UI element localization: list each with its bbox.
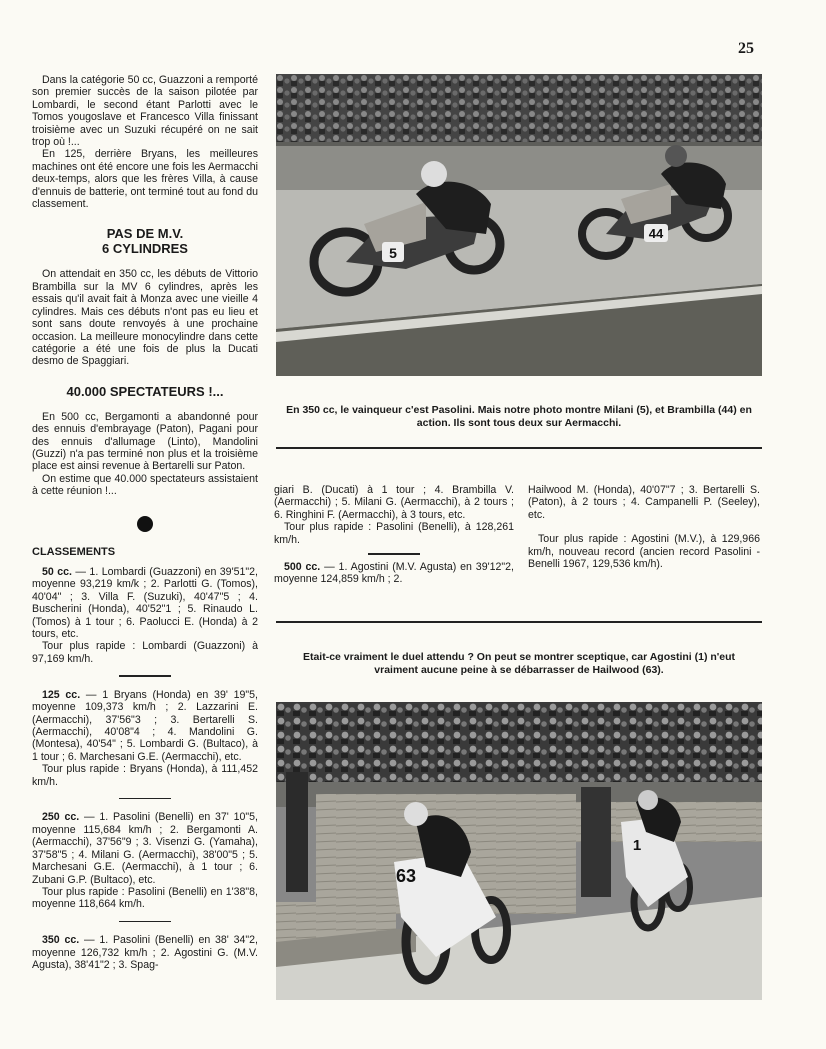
- heading-line: 6 CYLINDRES: [102, 241, 188, 257]
- result-text: — 1. Pasolini (Benelli) en 37' 10"5, moyenne 115,684 km/h ; 2. Bergamonti A. (Aermacchi), 37'56"9 ; 3. Visenzi G. (Yamaha), 37'58"5 ; 4. Milani G. (Aermacchi), 38'00"5 ; 5. Marchesani G.E. (Aermacchi), à 1 tour ; 6. Zubani G.P. (Bultaco), etc.: [32, 811, 258, 886]
- result-continuation: Hailwood M. (Honda), 40'07"7 ; 3. Bertarelli S. (Paton), à 2 tours ; 4. Campanelli P. (Seeley), etc.: [528, 484, 760, 521]
- race-photo-350cc: [276, 74, 762, 376]
- result-class: 125 cc.: [42, 688, 81, 701]
- result-class: 250 cc.: [42, 811, 80, 824]
- intro-paragraph: Dans la catégorie 50 cc, Guazzoni a remporté son premier succès de la saison pilotée par Lombardi, le second étant Parlotti avec le Tomos yougoslave et Francesco Villa finissant troisième avec un Suzuki récupéré on ne sait trop où !...: [32, 74, 258, 149]
- result-class: 500 cc.: [284, 560, 321, 573]
- fastest-lap: Tour plus rapide : Bryans (Honda), à 111,452 km/h.: [32, 763, 258, 788]
- result-text: — 1 Bryans (Honda) en 39' 19"5, moyenne 109,373 km/h ; 2. Lazzarini E. (Aermacchi), 37'56"3 ; 3. Bertarelli S. (Aermacchi), 40'08"4 ; 4. Mandolini G. (Montesa), 40'54" ; 5. Lombardi G. (Bultaco), à 1 tour ; 6. Marchesani G.E. (Aermacchi), etc.: [32, 688, 258, 763]
- result-text: — 1. Pasolini (Benelli) en 38' 34"2, moyenne 126,732 km/h ; 2. Agostini G. (M.V. Agusta), 38'41"2 ; 3. Spag-: [32, 934, 258, 972]
- separator: [119, 798, 171, 800]
- section-paragraph: En 500 cc, Bergamonti a abandonné pour des ennuis d'embrayage (Paton), Pagani pour des ennuis d'allumage (Linto), Mandolini (Guzzi) n'a pas terminé non plus et la troisième place est ainsi revenue à Bertarelli sur Paton.: [32, 410, 258, 473]
- section-heading-mv: [32, 226, 258, 256]
- heading-line: PAS DE M.V.: [106, 226, 184, 242]
- rider-number: 44: [648, 226, 664, 241]
- rider-number: 1: [632, 837, 642, 854]
- bullet-separator: [137, 516, 153, 532]
- photo-caption-bottom: Etait-ce vraiment le duel attendu ? On peut se montrer sceptique, car Agostini (1) n'eut vraiment aucune peine à se débarrasser de Hailwood (63).: [302, 651, 736, 676]
- separator: [368, 553, 420, 555]
- rider-number: 63: [395, 866, 417, 886]
- race-photo-500cc: [276, 702, 762, 1000]
- rider-number: 5: [389, 245, 397, 261]
- result-block-250cc: [32, 811, 258, 910]
- right-column: [528, 484, 760, 570]
- result-continuation: giari B. (Ducati) à 1 tour ; 4. Brambilla V. (Aermacchi) ; 5. Milani G. (Aermacchi), à 2 tours ; 6. Ringhini F. (Aermacchi), à 3 tours, etc.: [274, 484, 514, 521]
- result-block-350cc: [32, 934, 258, 971]
- result-class: 350 cc.: [42, 934, 80, 947]
- result-text: — 1. Agostini (M.V. Agusta) en 39'12"2, moyenne 124,859 km/h ; 2.: [274, 560, 514, 585]
- intro-paragraph: En 125, derrière Bryans, les meilleures machines ont été encore une fois les Aermacchi deux-temps, alors que les frères Villa, à cause d'ennuis de batterie, ont terminé tout au fond du classement.: [32, 148, 258, 211]
- fastest-lap: Tour plus rapide : Agostini (M.V.), à 129,966 km/h, nouveau record (ancien record Pasolini - Benelli 1967, 129,536 km/h).: [528, 533, 760, 571]
- section-paragraph: On attendait en 350 cc, les débuts de Vittorio Brambilla sur la MV 6 cylindres, après les essais qu'il avait fait à Monza avec une vieille 4 cylindres. Mais ces débuts n'ont pas eu lieu et sont sans doute renvoyés à une prochaine occasion. La meilleure monocylindre dans cette catégorie a été une fois de plus la Ducati desmo de Spaggiari.: [32, 268, 258, 368]
- left-column: [32, 74, 258, 971]
- result-block-125cc: [32, 689, 258, 788]
- result-text: — 1. Lombardi (Guazzoni) en 39'51"2, moyenne 93,219 km/k ; 2. Parlotti G. (Tomos), 40'04" ; 3. Villa F. (Suzuki), 40'47"5 ; 4. Buscherini (Honda), 40'52"1 ; 5. Rinaudo L. (Tomos) à 1 tour ; 6. Paolucci E. (Honda) à 2 tours, etc.: [32, 565, 258, 640]
- section-paragraph: On estime que 40.000 spectateurs assistaient à cette réunion !...: [32, 472, 258, 498]
- result-block-50cc: [32, 566, 258, 665]
- section-heading-spectators: 40.000 SPECTATEURS !...: [66, 383, 224, 399]
- fastest-lap: Tour plus rapide : Pasolini (Benelli), à 128,261 km/h.: [274, 521, 514, 546]
- photo-caption-top: En 350 cc, le vainqueur c'est Pasolini. Mais notre photo montre Milani (5), et Brambilla (44) en action. Ils sont tous deux sur Aermacchi.: [286, 404, 752, 429]
- horizontal-rule: [276, 621, 762, 623]
- middle-column: [274, 484, 514, 585]
- classements-heading: CLASSEMENTS: [32, 545, 116, 558]
- separator: [119, 921, 171, 923]
- fastest-lap: Tour plus rapide : Pasolini (Benelli) en 1'38"8, moyenne 118,664 km/h.: [32, 885, 258, 911]
- result-class: 50 cc.: [42, 565, 72, 578]
- page-number: 25: [738, 40, 754, 57]
- horizontal-rule: [276, 447, 762, 449]
- separator: [119, 675, 171, 677]
- fastest-lap: Tour plus rapide : Lombardi (Guazzoni) à 97,169 km/h.: [32, 640, 258, 665]
